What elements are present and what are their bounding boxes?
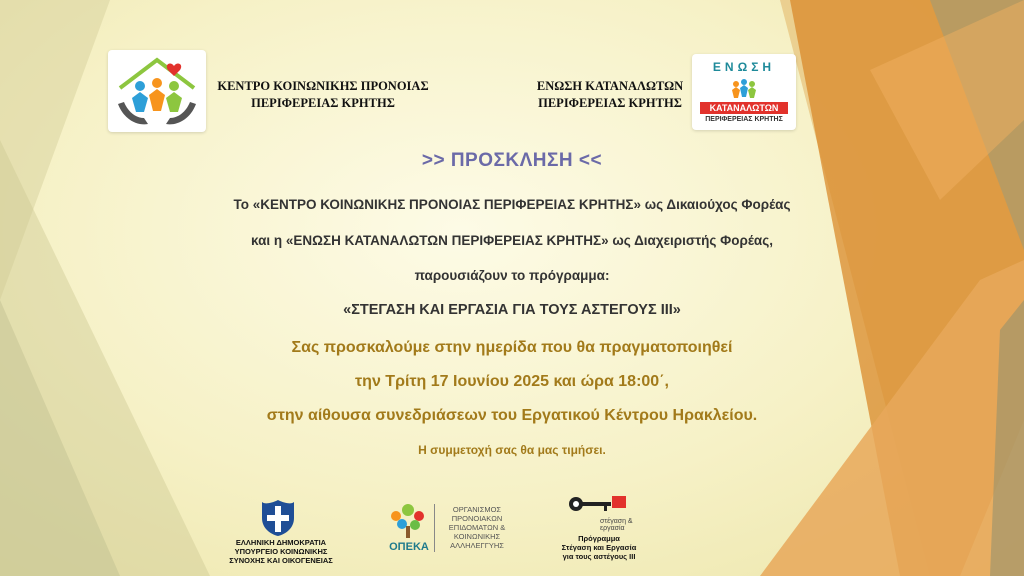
opeka-tree-icon <box>386 502 430 540</box>
invitation-date: την Τρίτη 17 Ιουνίου 2025 και ώρα 18:00΄, <box>355 373 669 390</box>
ek-title-line2: ΠΕΡΙΦΕΡΕΙΑΣ ΚΡΗΤΗΣ <box>538 96 682 110</box>
ministry-line-1: ΕΛΛΗΝΙΚΗ ΔΗΜΟΚΡΑΤΙΑ <box>235 538 327 547</box>
opeka-line-3: ΕΠΙΔΟΜΑΤΩΝ & <box>448 523 506 532</box>
ministry-name <box>224 538 338 565</box>
key-house-icon <box>566 494 628 520</box>
ek-logo-bottom-text: ΠΕΡΙΦΕΡΕΙΑΣ ΚΡΗΤΗΣ <box>705 116 783 123</box>
invitation-line-2: και η «ΕΝΩΣΗ ΚΑΤΑΝΑΛΩΤΩΝ ΠΕΡΙΦΕΡΕΙΑΣ ΚΡΗΤΗΣ» ως Διαχειριστής Φορέας, <box>251 233 773 248</box>
kkp-logo <box>108 50 206 132</box>
ministry-line-2: ΥΠΟΥΡΓΕΙΟ ΚΟΙΝΩΝΙΚΗΣ <box>234 547 328 556</box>
program-name: «ΣΤΕΓΑΣΗ ΚΑΙ ΕΡΓΑΣΙΑ ΓΙΑ ΤΟΥΣ ΑΣΤΕΓΟΥΣ ΙΙΙ» <box>343 302 681 318</box>
program-logo-text <box>600 518 644 532</box>
program-caption <box>540 534 658 561</box>
opeka-line-1: ΟΡΓΑΝΙΣΜΟΣ <box>452 505 502 514</box>
invitation-gold-1: Σας προσκαλούμε στην ημερίδα που θα πραγματοποιηθεί <box>291 339 733 356</box>
opeka-acronym: ΟΠΕΚΑ <box>389 541 429 553</box>
invitation-closing: Η συμμετοχή σας θα μας τιμήσει. <box>418 443 606 457</box>
kkp-org-title <box>200 78 446 112</box>
ek-logo <box>692 54 796 130</box>
ek-logo-bar-text: ΚΑΤΑΝΑΛΩΤΩΝ <box>700 102 788 114</box>
invitation-line-1: Το «ΚΕΝΤΡΟ ΚΟΙΝΩΝΙΚΗΣ ΠΡΟΝΟΙΑΣ ΠΕΡΙΦΕΡΕΙΑΣ ΚΡΗΤΗΣ» ως Δικαιούχος Φορέας <box>233 197 791 212</box>
program-logo-line-2: εργασία <box>600 525 625 532</box>
program-caption-line-3: για τους αστέγους ΙΙΙ <box>562 552 636 561</box>
greek-emblem-icon <box>258 498 298 538</box>
opeka-line-2: ΠΡΟΝΟΙΑΚΩΝ <box>451 514 503 523</box>
program-caption-line-2: Στέγαση και Εργασία <box>561 543 637 552</box>
opeka-divider <box>434 504 435 552</box>
kkp-title-line1: ΚΕΝΤΡΟ ΚΟΙΝΩΝΙΚΗΣ ΠΡΟΝΟΙΑΣ <box>217 79 429 93</box>
ministry-line-3: ΣΥΝΟΧΗΣ ΚΑΙ ΟΙΚΟΓΕΝΕΙΑΣ <box>229 556 333 565</box>
program-logo-line-1: στέγαση & <box>600 518 633 525</box>
kkp-title-line2: ΠΕΡΙΦΕΡΕΙΑΣ ΚΡΗΤΗΣ <box>251 96 395 110</box>
invitation-title: >> ΠΡΟΣΚΛΗΣΗ << <box>421 150 603 171</box>
invitation-line-3: παρουσιάζουν το πρόγραμμα: <box>414 268 610 283</box>
ek-org-title <box>524 78 696 112</box>
invitation-location: στην αίθουσα συνεδριάσεων του Εργατικού Κέντρου Ηρακλείου. <box>266 407 758 424</box>
opeka-line-5: ΑΛΛΗΛΕΓΓΥΗΣ <box>450 541 504 550</box>
opeka-full-name <box>436 505 518 550</box>
opeka-line-4: ΚΟΙΝΩΝΙΚΗΣ <box>453 532 501 541</box>
ek-title-line1: ΕΝΩΣΗ ΚΑΤΑΝΑΛΩΤΩΝ <box>536 79 684 93</box>
program-caption-line-1: Πρόγραμμα <box>578 534 620 543</box>
ek-logo-top-text: ΕΝΩΣΗ <box>712 60 776 74</box>
